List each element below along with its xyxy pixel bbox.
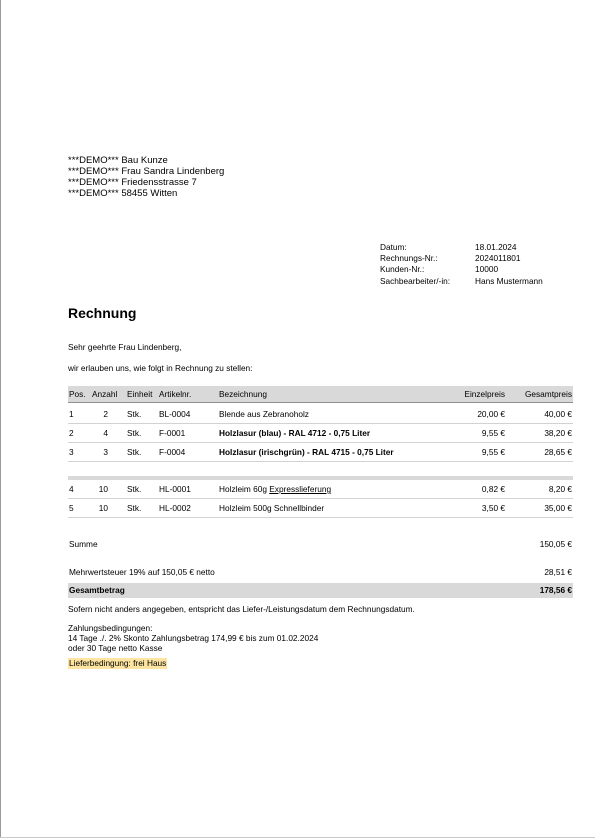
vat-value: 28,51 € — [544, 567, 572, 577]
header-article: Artikelnr. — [159, 389, 192, 399]
cell-qty: 4 — [103, 428, 108, 438]
meta-label: Rechnungs-Nr.: — [380, 253, 438, 264]
address-line: ***DEMO*** 58455 Witten — [68, 188, 178, 199]
cell-unit: Stk. — [127, 447, 142, 457]
cell-unit: Stk. — [127, 484, 142, 494]
cell-description: Holzleim 500g Schnellbinder — [219, 503, 325, 513]
header-unit: Einheit — [127, 389, 153, 399]
meta-date — [380, 242, 543, 253]
recipient-address — [68, 155, 224, 199]
cell-unit-price: 3,50 € — [481, 503, 505, 513]
cell-total-price: 8,20 € — [548, 484, 572, 494]
cell-total-price: 40,00 € — [544, 409, 572, 419]
sum-row — [68, 537, 573, 551]
cell-pos: 2 — [69, 428, 74, 438]
meta-label: Sachbearbeiter/-in: — [380, 275, 451, 286]
cell-description — [219, 480, 331, 498]
document-title: Rechnung — [68, 305, 137, 321]
express-delivery-link[interactable]: Expresslieferung — [269, 484, 332, 494]
vat-row — [68, 565, 573, 579]
cell-unit-price: 9,55 € — [481, 447, 505, 457]
cell-total-price: 28,65 € — [544, 447, 572, 457]
cell-qty: 3 — [103, 447, 108, 457]
payment-terms-line: oder 30 Tage netto Kasse — [68, 643, 163, 653]
address-line: ***DEMO*** Bau Kunze — [68, 155, 168, 166]
meta-label: Kunden-Nr.: — [380, 264, 425, 275]
cell-qty: 2 — [103, 409, 108, 419]
cell-unit: Stk. — [127, 428, 142, 438]
cell-description: Holzlasur (irischgrün) - RAL 4715 - 0,75 Liter — [219, 447, 394, 457]
cell-pos: 5 — [69, 503, 74, 513]
total-value: 178,56 € — [539, 585, 572, 595]
header-unit-price: Einzelpreis — [464, 389, 505, 399]
table-row — [68, 499, 573, 518]
cell-pos: 1 — [69, 409, 74, 419]
salutation: Sehr geehrte Frau Lindenberg, — [68, 342, 182, 352]
table-row — [68, 424, 573, 443]
cell-total-price: 38,20 € — [544, 428, 572, 438]
sum-value: 150,05 € — [539, 539, 572, 549]
delivery-condition: Lieferbedingung: frei Haus — [69, 658, 167, 668]
cell-total-price: 35,00 € — [544, 503, 572, 513]
payment-terms — [68, 623, 318, 653]
header-qty: Anzahl — [92, 389, 118, 399]
vat-label: Mehrwertsteuer 19% auf 150,05 € netto — [69, 567, 215, 577]
address-line: ***DEMO*** Friedensstrasse 7 — [68, 177, 197, 188]
cell-article: HL-0001 — [159, 484, 191, 494]
header-pos: Pos. — [69, 389, 86, 399]
cell-qty: 10 — [98, 484, 108, 494]
cell-unit-price: 0,82 € — [481, 484, 505, 494]
payment-terms-line: 14 Tage ./. 2% Skonto Zahlungsbetrag 174,99 € bis zum 01.02.2024 — [68, 633, 319, 643]
cell-article: F-0004 — [159, 447, 186, 457]
cell-pos: 3 — [69, 447, 74, 457]
table-row — [68, 443, 573, 462]
table-row — [68, 405, 573, 424]
payment-terms-heading: Zahlungsbedingungen: — [68, 623, 153, 633]
cell-article: BL-0004 — [159, 409, 191, 419]
sum-label: Summe — [69, 539, 98, 549]
cell-unit-price: 20,00 € — [477, 409, 505, 419]
intro-text: wir erlauben uns, wie folgt in Rechnung zu stellen: — [68, 363, 253, 373]
cell-pos: 4 — [69, 484, 74, 494]
meta-value: 18.01.2024 — [475, 242, 517, 252]
meta-value: 10000 — [475, 264, 499, 275]
meta-label: Datum: — [380, 242, 407, 252]
meta-value: 2024011801 — [475, 253, 521, 264]
delivery-date-note: Sofern nicht anders angegeben, entspricht das Liefer-/Leistungsdatum dem Rechnungsdatum. — [68, 604, 415, 614]
invoice-meta — [380, 242, 543, 287]
meta-customer-number — [380, 264, 543, 275]
header-description: Bezeichnung — [219, 389, 267, 399]
cell-description: Holzlasur (blau) - RAL 4712 - 0,75 Liter — [219, 428, 371, 438]
description-text: Holzleim 60g — [219, 484, 270, 494]
cell-description: Blende aus Zebranoholz — [219, 409, 309, 419]
cell-article: HL-0002 — [159, 503, 191, 513]
cell-unit-price: 9,55 € — [481, 428, 505, 438]
cell-article: F-0001 — [159, 428, 186, 438]
grand-total-row — [68, 583, 573, 598]
meta-clerk — [380, 276, 543, 287]
cell-unit: Stk. — [127, 409, 142, 419]
total-label: Gesamtbetrag — [69, 585, 125, 595]
meta-invoice-number — [380, 253, 543, 264]
page-left-border — [0, 0, 1, 838]
cell-unit: Stk. — [127, 503, 142, 513]
table-row — [68, 480, 573, 499]
address-line: ***DEMO*** Frau Sandra Lindenberg — [68, 166, 225, 177]
cell-qty: 10 — [98, 503, 108, 513]
meta-value: Hans Mustermann — [475, 275, 543, 286]
table-header — [68, 386, 573, 403]
header-total-price: Gesamtpreis — [524, 389, 572, 399]
